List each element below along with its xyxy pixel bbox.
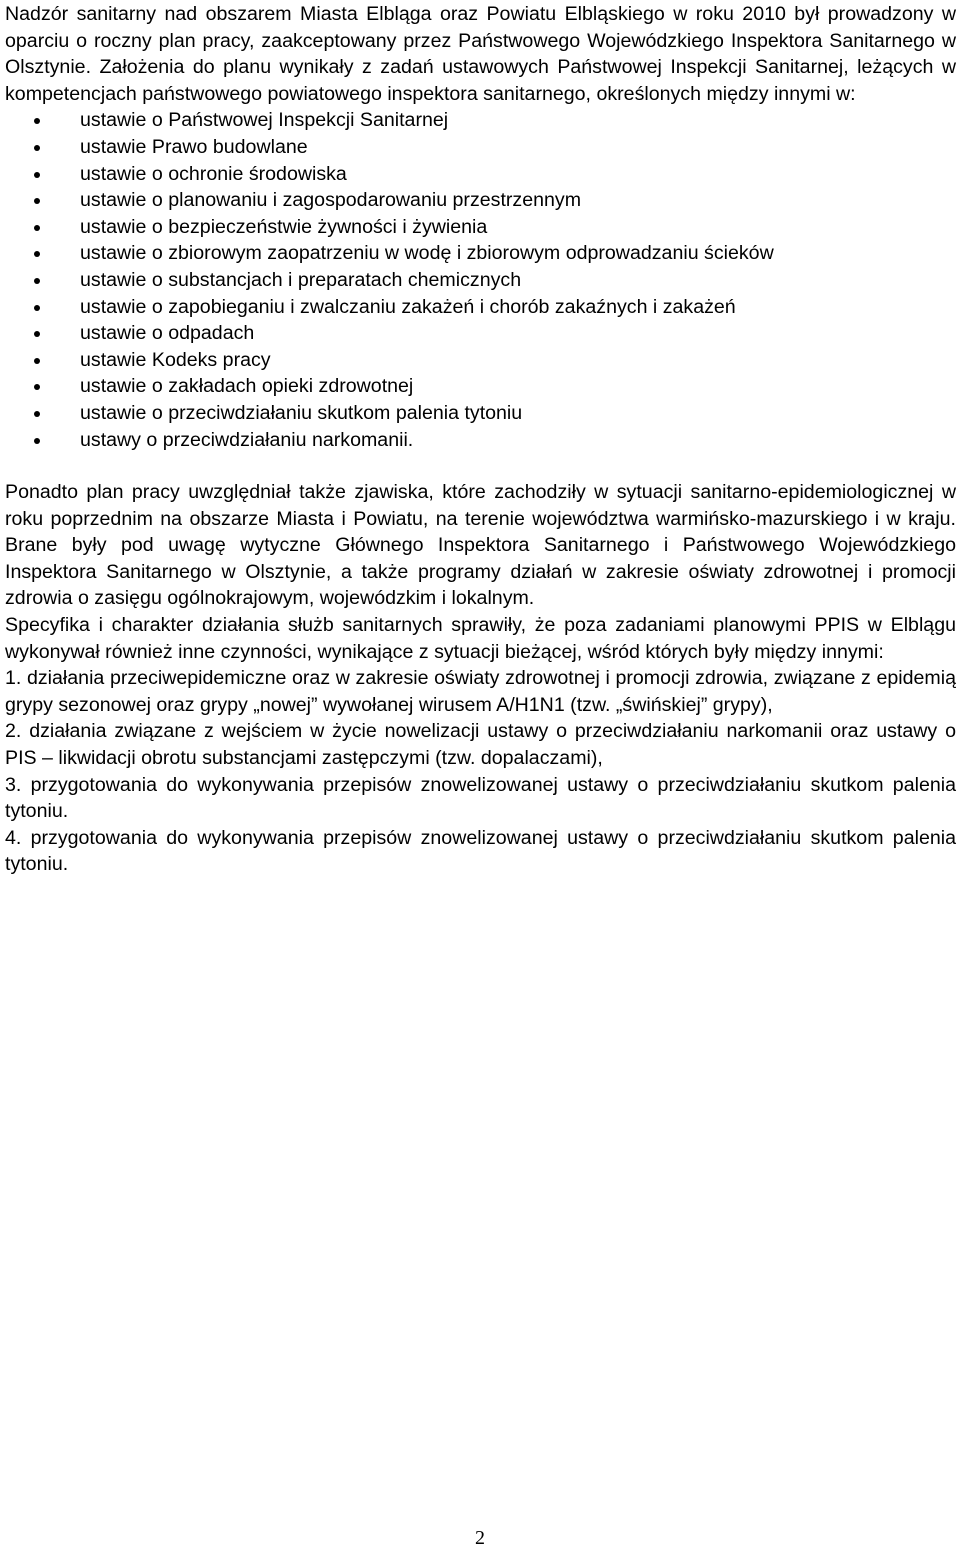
list-item-text: ustawie o zbiorowym zaopatrzeniu w wodę i zbiorowym odprowadzaniu ścieków bbox=[80, 242, 774, 265]
list-item bbox=[80, 134, 956, 161]
list-item-text: ustawie o planowaniu i zagospodarowaniu przestrzennym bbox=[80, 189, 582, 212]
intro-paragraph: Nadzór sanitarny nad obszarem Miasta Elbląga oraz Powiatu Elbląskiego w roku 2010 był prowadzony w oparciu o roczny plan pracy, zaakceptowany przez Państwowego Wojewódzkiego Inspektora Sanitarnego w Olsztynie. Założenia do planu wynikały z zadań ustawowych Państwowej Inspekcji Sanitarnej, leżących w kompetencjach państwowego powiatowego inspektora sanitarnego, określonych między innymi w: bbox=[5, 3, 956, 105]
paragraph-spacer bbox=[5, 453, 956, 479]
laws-list bbox=[5, 107, 956, 453]
list-item-text: ustawie o zapobieganiu i zwalczaniu zakażeń i chorób zakaźnych i zakażeń bbox=[80, 295, 736, 318]
list-item bbox=[80, 267, 956, 294]
bullet-icon bbox=[34, 305, 40, 311]
list-item: 2. działania związane z wejściem w życie nowelizacji ustawy o przeciwdziałaniu narkomanii oraz ustawy o PIS – likwidacji obrotu substancjami zastępczymi (tzw. dopalaczami), bbox=[5, 720, 956, 770]
specifics-paragraph: Specyfika i charakter działania służb sanitarnych sprawiły, że poza zadaniami planowymi PPIS w Elblągu wykonywał również inne czynności, wynikające z sytuacji bieżącej, wśród których były między innymi: bbox=[5, 614, 956, 663]
bullet-icon bbox=[34, 225, 40, 231]
bullet-icon bbox=[34, 251, 40, 257]
list-item bbox=[80, 240, 956, 267]
list-item bbox=[80, 400, 956, 427]
list-item bbox=[80, 294, 956, 321]
bullet-icon bbox=[34, 358, 40, 364]
list-item-text: ustawie o bezpieczeństwie żywności i żywienia bbox=[80, 215, 488, 238]
list-item-text: ustawy o przeciwdziałaniu narkomanii. bbox=[80, 428, 414, 451]
bullet-icon bbox=[34, 384, 40, 390]
list-item bbox=[80, 107, 956, 134]
bullet-icon bbox=[34, 198, 40, 204]
list-item bbox=[80, 214, 956, 241]
bullet-icon bbox=[34, 278, 40, 284]
page-number: 2 bbox=[475, 1527, 485, 1549]
list-item bbox=[80, 347, 956, 374]
bullet-icon bbox=[34, 172, 40, 178]
bullet-icon bbox=[34, 118, 40, 124]
activities-list bbox=[5, 665, 956, 878]
plan-paragraph: Ponadto plan pracy uwzględniał także zjawiska, które zachodziły w sytuacji sanitarno-epidemiologicznej w roku poprzednim na obszarze Miasta i Powiatu, na terenie województwa warmińsko-mazurskiego i w kraju. Brane były pod uwagę wytyczne Głównego Inspektora Sanitarnego i Państwowego Wojewódzkiego Inspektora Sanitarnego w Olsztynie, a także programy działań w zakresie oświaty zdrowotnej i promocji zdrowia o zasięgu ogólnokrajowym, wojewódzkim i lokalnym. bbox=[5, 481, 956, 610]
list-item: 1. działania przeciwepidemiczne oraz w zakresie oświaty zdrowotnej i promocji zdrowia, związane z epidemią grypy sezonowej oraz grypy „nowej” wywołanej wirusem A/H1N1 (tzw. „świńskiej” grypy), bbox=[5, 667, 956, 716]
list-item-text: ustawie o substancjach i preparatach chemicznych bbox=[80, 268, 522, 291]
bullet-icon bbox=[34, 331, 40, 337]
list-item: 4. przygotowania do wykonywania przepisów znowelizowanej ustawy o przeciwdziałaniu skutkom palenia tytoniu. bbox=[5, 826, 956, 876]
list-item bbox=[80, 373, 956, 400]
list-item-text: ustawie o odpadach bbox=[80, 322, 255, 345]
list-item bbox=[80, 427, 956, 454]
list-item-text: ustawie o zakładach opieki zdrowotnej bbox=[80, 375, 414, 398]
list-item-text: ustawie o przeciwdziałaniu skutkom palenia tytoniu bbox=[80, 401, 523, 424]
list-item-text: ustawie o ochronie środowiska bbox=[80, 162, 347, 185]
list-item-text: ustawie Prawo budowlane bbox=[80, 135, 308, 158]
document-page bbox=[5, 1, 956, 878]
bullet-icon bbox=[34, 438, 40, 444]
list-item bbox=[80, 187, 956, 214]
list-item bbox=[80, 161, 956, 188]
list-item: 3. przygotowania do wykonywania przepisów znowelizowanej ustawy o przeciwdziałaniu skutkom palenia tytoniu. bbox=[5, 773, 956, 823]
bullet-icon bbox=[34, 411, 40, 417]
list-item-text: ustawie Kodeks pracy bbox=[80, 348, 271, 371]
bullet-icon bbox=[34, 145, 40, 151]
list-item bbox=[80, 320, 956, 347]
list-item-text: ustawie o Państwowej Inspekcji Sanitarnej bbox=[80, 109, 449, 132]
